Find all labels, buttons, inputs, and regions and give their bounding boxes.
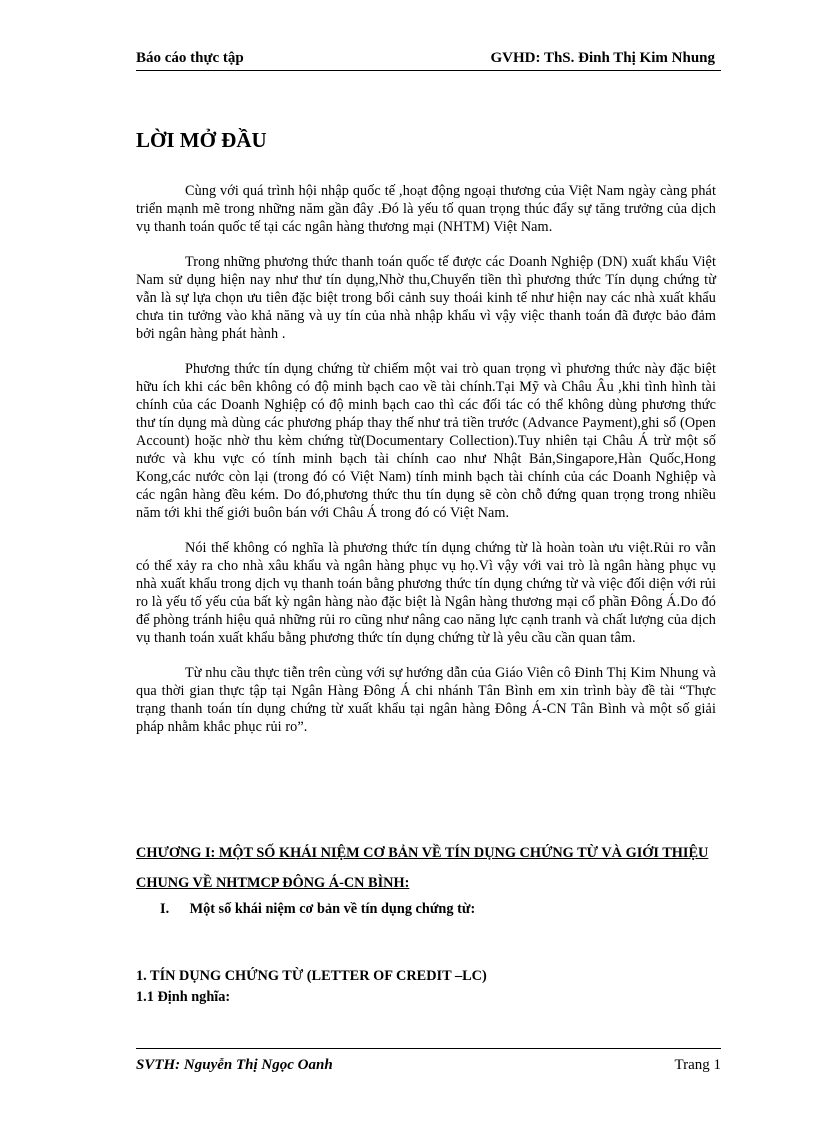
page-footer (136, 1048, 721, 1073)
footer-page-number: Trang 1 (674, 1057, 721, 1073)
section-heading (160, 901, 475, 918)
paragraph: Từ nhu cầu thực tiễn trên cùng với sự hướng dẫn của Giáo Viên cô Đinh Thị Kim Nhung và qua thời gian thực tập tại Ngân Hàng Đông Á chi nhánh Tân Bình em xin trình bày đề tài “Thực trạng thanh toán tín dụng chứng từ xuất khẩu tại ngân hàng Đông Á-CN Tân Bình và một số giải pháp nhằm khắc phục rủi ro”. (136, 665, 716, 735)
header-report-label: Báo cáo thực tập (136, 50, 244, 66)
header-advisor: GVHD: ThS. Đinh Thị Kim Nhung (490, 50, 715, 66)
paragraph: Cùng với quá trình hội nhập quốc tế ,hoạt động ngoại thương của Việt Nam ngày càng phát triển mạnh mẽ trong những năm gần đây .Đó là yếu tố quan trọng thúc đẩy sự tăng trưởng của dịch vụ thanh toán quốc tế tại các ngân hàng thương mại (NHTM) Việt Nam. (136, 183, 716, 235)
subheading-definition: 1.1 Định nghĩa: (136, 989, 231, 1005)
page-title: LỜI MỞ ĐẦU (136, 128, 267, 152)
subheading-lc: 1. TÍN DỤNG CHỨNG TỪ (LETTER OF CREDIT –LC) (136, 968, 487, 984)
paragraph: Phương thức tín dụng chứng từ chiếm một vai trò quan trọng vì phương thức này đặc biệt hữu ích khi các bên không có độ minh bạch cao về tài chính.Tại Mỹ và Châu Âu ,khi tình hình tài chính của các Doanh Nghiệp có độ minh bạch cao thì các đối tác có thể không dùng phương thức thư tín dụng mà dùng các phương pháp thay thế như trả tiền trước (Advance Payment),ghi sổ (Open Account) hoặc nhờ thu kèm chứng từ(Documentary Collection).Tuy nhiên tại Châu Á trừ một số nước và khu vực có tính minh bạch tài chính cao như Nhật Bản,Singapore,Hàn Quốc,Hong Kong,các nước còn lại (trong đó có Việt Nam) tính minh bạch tài chính của các Doanh Nghiệp và các ngân hàng đều kém. Do đó,phương thức thu tín dụng sẽ còn chỗ đứng quan trọng trong nhiều năm tới khi thế giới buôn bán với Châu Á trong đó có Việt Nam. (136, 361, 716, 521)
footer-student: SVTH: Nguyễn Thị Ngọc Oanh (136, 1057, 333, 1073)
paragraph: Trong những phương thức thanh toán quốc tế được các Doanh Nghiệp (DN) xuất khẩu Việt Nam sử dụng hiện nay như thư tín dụng,Nhờ thu,Chuyển tiền thì phương thức Tín dụng chứng từ vẫn là sự lựa chọn ưu tiên đặc biệt trong bối cảnh suy thoái kinh tế như hiện nay các nhà xuất khẩu chưa tin tưởng vào khả năng và uy tín của nhà nhập khẩu vì vậy việc thanh toán đã được bảo đảm bởi ngân hàng phát hành . (136, 254, 716, 342)
chapter-heading: CHƯƠNG I: MỘT SỐ KHÁI NIỆM CƠ BẢN VỀ TÍN DỤNG CHỨNG TỪ VÀ GIỚI THIỆU CHUNG VỀ NHTMCP ĐÔNG Á-CN BÌNH: (136, 845, 709, 891)
paragraph: Nói thế không có nghĩa là phương thức tín dụng chứng từ là hoàn toàn ưu việt.Rủi ro vẫn có thể xảy ra cho nhà xâu khẩu và ngân hàng phục vụ họ.Vì vậy với vai trò là ngân hàng phục vụ nhà xuất khẩu trong dịch vụ thanh toán bằng phương thức tín dụng chứng từ và việc đối diện với rủi ro là yếu tố yếu của bất kỳ ngân hàng nào đặc biệt là Ngân hàng thương mại cổ phần Đông Á.Do đó để phòng tránh hiệu quả những rủi ro cũng như nâng cao năng lực cạnh tranh và chất lượng của dịch vụ thanh toán xuất khẩu bằng phương thức tín dụng chứng từ là yêu cầu cần quan tâm. (136, 540, 716, 646)
section-number: I. (160, 901, 170, 917)
section-text: Một số khái niệm cơ bản về tín dụng chứng từ: (189, 901, 476, 917)
document-body (136, 182, 716, 753)
page-header (136, 50, 721, 71)
